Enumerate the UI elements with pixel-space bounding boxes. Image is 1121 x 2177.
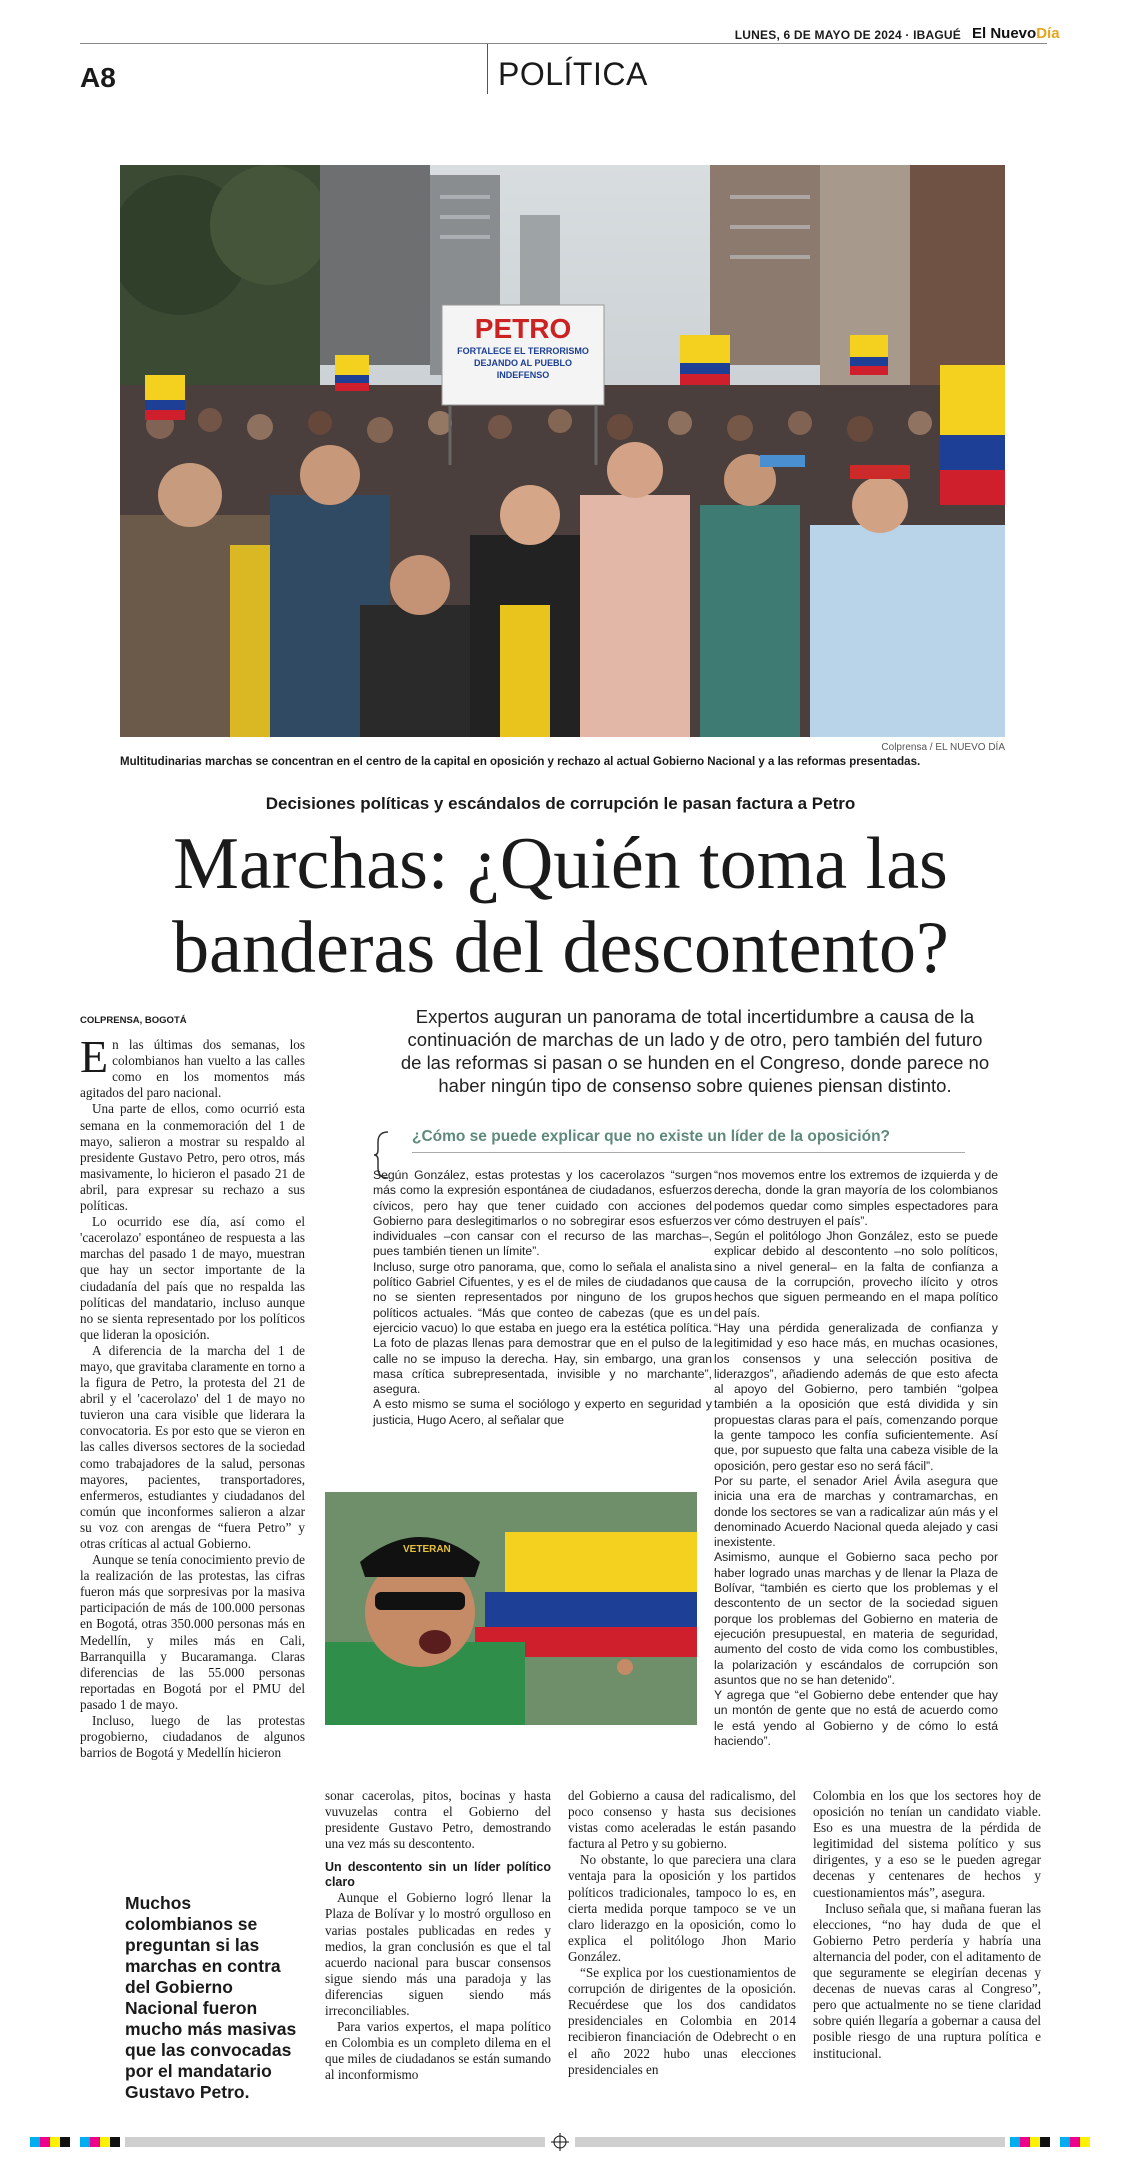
page-number: A8: [80, 62, 116, 93]
registration-mark-icon: [551, 2133, 569, 2151]
headline-line: Marchas: ¿Quién toma las: [173, 823, 948, 905]
photo-credit: Colprensa / EL NUEVO DÍA: [881, 742, 1005, 753]
paragraph: sonar cacerolas, pitos, bocinas y hasta vuvuzelas contra el Gobierno del presidente Gustavo Petro, demostrando una vez más su descontento.: [325, 1788, 551, 1852]
paragraph: Según González, estas protestas y los cacerolazos “surgen más como la expresión espontánea de ciudadanos, esfuerzos cívicos, pero hay que tener cuidado con acciones del Gobierno para deslegitimarlos o no sobregirar esos esfuerzos individuales –con cansar con el recurso de las marchas–, pues también tienen un límite”.: [373, 1168, 712, 1259]
brand-logo: [972, 25, 1060, 42]
paragraph: A esto mismo se suma el sociólogo y experto en seguridad y justicia, Hugo Acero, al señalar que: [373, 1397, 712, 1427]
drop-cap: E: [80, 1031, 109, 1083]
protest-photo: [120, 165, 1005, 737]
article-column-3: [568, 1788, 796, 2078]
protester-photo: [325, 1492, 697, 1725]
box-column-1: [373, 1168, 712, 1428]
sign-text-line: INDEFENSO: [496, 370, 550, 380]
article-column-1: [80, 1013, 305, 1761]
paragraph: Para varios expertos, el mapa político en Colombia es un completo dilema en el que miles de ciudadanos se están sumando al inconformismo: [325, 2019, 551, 2083]
paragraph: “Hay una pérdida generalizada de confianza y legitimidad y eso hace más, en muchas ocasiones, los consensos y una selección positiva de liderazgos”, añadiendo además de que esto afecta al apoyo del Gobierno, pero también “golpea también a la oposición que está dividida y sin propuestas claras para el país, comenzando porque la gente tampoco les confía suficientemente. Así que, por supuesto que falta una cabeza visible de la oposición, pero gestar eso no será fácil”.: [714, 1320, 998, 1473]
sign-text-line: FORTALECE EL TERRORISMO: [457, 346, 589, 356]
headline: [0, 822, 1121, 990]
paragraph: “Se explica por los cuestionamientos de corrupción de dirigentes de la oposición. Recuérdese que los dos candidatos presidenciales en Colombia en 2014 recibieron financiación de Odebrecht o en el año 2022 hubo unas elecciones presidenciales en: [568, 1965, 796, 2077]
sign-text-line: DEJANDO AL PUEBLO: [473, 358, 572, 368]
photo-caption: Multitudinarias marchas se concentran en el centro de la capital en oposición y rechazo al actual Gobierno Nacional y a las reformas presentadas.: [120, 756, 921, 768]
paragraph-text: n las últimas dos semanas, los colombianos han vuelto a las calles como en los momentos más agitados del paro nacional.: [80, 1037, 305, 1101]
paragraph: Según el politólogo Jhon González, esto se puede explicar debido al descontento –no solo políticos, sino a nivel general– en la falta de confianza a causa de la corrupción, provecho ilícito y otros hechos que siguen permeando en el mapa político del país.: [714, 1229, 998, 1320]
article-column-4: [813, 1788, 1041, 2062]
brand-part2: Día: [1036, 25, 1060, 42]
cap-text: VETERAN: [403, 1544, 451, 1555]
deck: Expertos auguran un panorama de total incertidumbre a causa de la continuación de marchas de un lado y de otro, pero también del futuro de las reformas si pasan o se hunden en el Congreso, donde parece no haber ningún tipo de consenso sobre quienes piensan distinto.: [400, 1006, 990, 1096]
paragraph: Colombia en los que los sectores hoy de oposición no tenían un candidato viable. Eso es una muestra de la pérdida de legitimidad del sistema político y sus dirigentes, y a eso se le pueden agregar decenas y centenares de hechos y cuestionamientos más”, asegura.: [813, 1788, 1041, 1900]
dateline: COLPRENSA, BOGOTÁ: [80, 1015, 187, 1026]
paragraph: del Gobierno a causa del radicalismo, del poco consenso y hasta sus decisiones vistas como aceleradas le están pasando factura al Petro y su gobierno.: [568, 1788, 796, 1852]
paragraph: Incluso, luego de las protestas progobierno, ciudadanos de algunos barrios de Bogotá y Medellín hicieron: [80, 1713, 305, 1761]
header-rule: [80, 43, 1047, 44]
subheading: Un descontento sin un líder político claro: [325, 1860, 551, 1890]
kicker: Decisiones políticas y escándalos de corrupción le pasan factura a Petro: [265, 794, 856, 813]
paragraph: “nos movemos entre los extremos de izquierda y de derecha, donde la gran mayoría de los colombianos podemos quedar como simples espectadores para ver cómo destruyen el país”.: [714, 1168, 998, 1228]
paragraph: Lo ocurrido ese día, así como el 'cacerolazo' espontáneo de respuesta a las marchas del pasado 1 de mayo, muestran que hay un sector importante de la ciudadanía del país que no respalda las políticas del mandatario, incluso aunque no se sienta representado por los políticos que lideran la oposición.: [80, 1214, 305, 1342]
box-rule: [412, 1152, 965, 1153]
paragraph: Aunque se tenía conocimiento previo de la realización de las protestas, las cifras fueron más que sorpresivas por la masiva participación de más de 100.000 personas en Bogotá, otras 350.000 personas más en Medellín, y miles más en Cali, Barranquilla y Bucaramanga. Claras diferencias de las 55.000 personas reportadas en Bogotá por el PMU del pasado 1 de mayo.: [80, 1552, 305, 1712]
paragraph: Una parte de ellos, como ocurrió esta semana en la conmemoración del 1 de mayo, salieron a mostrar su respaldo al presidente Gustavo Petro, pero otros, más masivamente, lo hicieron el pasado 21 de abril, para expresar su rechazo a sus políticas.: [80, 1101, 305, 1214]
paragraph: Incluso señala que, si mañana fueran las elecciones, “no hay duda de que el Gobierno Petro perdería y habría una alternancia del poder, con el aditamento de que seguramente se elegirían decenas y decenas de nuevas caras al Congreso”, pero que actualmente no se tiene claridad sobre quién llegaría a gobernar a causa del posible riesgo de una ruptura política e institucional.: [813, 1900, 1041, 2061]
header-date: LUNES, 6 DE MAYO DE 2024 · IBAGUÉ: [734, 28, 961, 42]
sign-title: PETRO: [474, 313, 572, 344]
paragraph: A diferencia de la marcha del 1 de mayo, que gravitaba claramente en torno a la figura de Petro, la protesta del 21 de abril y el 'cacerolazo' del 1 de mayo no tuvieron una cara visible que liderara la convocatoria. Es por esto que se vieron en las calles diversos sectores de la sociedad como trabajadores de la salud, personas mayores, pacientes, transportadores, enfermeros, estudiantes y ciudadanos del común que inconformes salieron a alzar su voz con arengas de “fuera Petro” y otras críticas al actual Gobierno.: [80, 1342, 305, 1551]
paragraph: Aunque el Gobierno logró llenar la Plaza de Bolívar y lo mostró orgulloso en varias postales publicadas en redes y medios, la gran conclusión es que el tal acuerdo nacional para buscar consensos sigue siendo más una paradoja y las diferencias siguen siendo más irreconciliables.: [325, 1890, 551, 2019]
paragraph: Incluso, surge otro panorama, que, como lo señala el analista político Gabriel Cifuentes, y es el de miles de ciudadanos que no se sienten representados por ninguno de los grupos políticos actuales. “Más que conteo de cabezas (que es un ejercicio vacuo) lo que estaba en juego era la estética política. La foto de plazas llenas para demostrar que en el pulso de la calle no se impuso la derecha. Hay, sin embargo, una gran masa crítica subrepresentada, invisible y no marchante”, asegura.: [373, 1259, 712, 1397]
article-column-2: [325, 1788, 551, 2084]
paragraph: Asimismo, aunque el Gobierno saca pecho por haber logrado unas marchas y de llenar la Plaza de Bolívar, “también es cierto que los problemas y el descontento de un sector de la sociedad siguen porque los problemas del Gobierno en materia de ejecución presupuestal, en materia de seguridad, aumento del costo de vida como los combustibles, la polarización y escándalos de corrupción son asuntos que no se han detenido”.: [714, 1550, 998, 1687]
paragraph: No obstante, lo que pareciera una clara ventaja para la oposición y los partidos políticos tradicionales, tampoco lo es, en cierta medida porque tampoco se ve un claro liderazgo en la oposición, como lo explica el politólogo Jhon Mario González.: [568, 1852, 796, 1964]
brand-part1: El Nuevo: [972, 25, 1037, 42]
box-column-2: [714, 1168, 998, 1749]
section-title: POLÍTICA: [498, 56, 648, 92]
box-question: ¿Cómo se puede explicar que no existe un líder de la oposición?: [412, 1128, 891, 1145]
pull-quote: Muchos colombianos se preguntan si las marchas en contra del Gobierno Nacional fueron mucho más masivas que las convocadas por el mandatario Gustavo Petro.: [125, 1893, 297, 2102]
headline-line: banderas del descontento?: [172, 907, 949, 989]
paragraph: Por su parte, el senador Ariel Ávila asegura que inicia una era de marchas y contramarchas, en donde los sectores se van a radicalizar aún más y el denominado Acuerdo Nacional queda alejado y casi inexistente.: [714, 1473, 998, 1550]
paragraph: Y agrega que “el Gobierno debe entender que hay un montón de gente que no está de acuerdo como le está yendo al Gobierno y de cómo lo está haciendo”.: [714, 1688, 998, 1748]
paragraph: [80, 1031, 305, 1101]
section-divider: [487, 44, 488, 94]
